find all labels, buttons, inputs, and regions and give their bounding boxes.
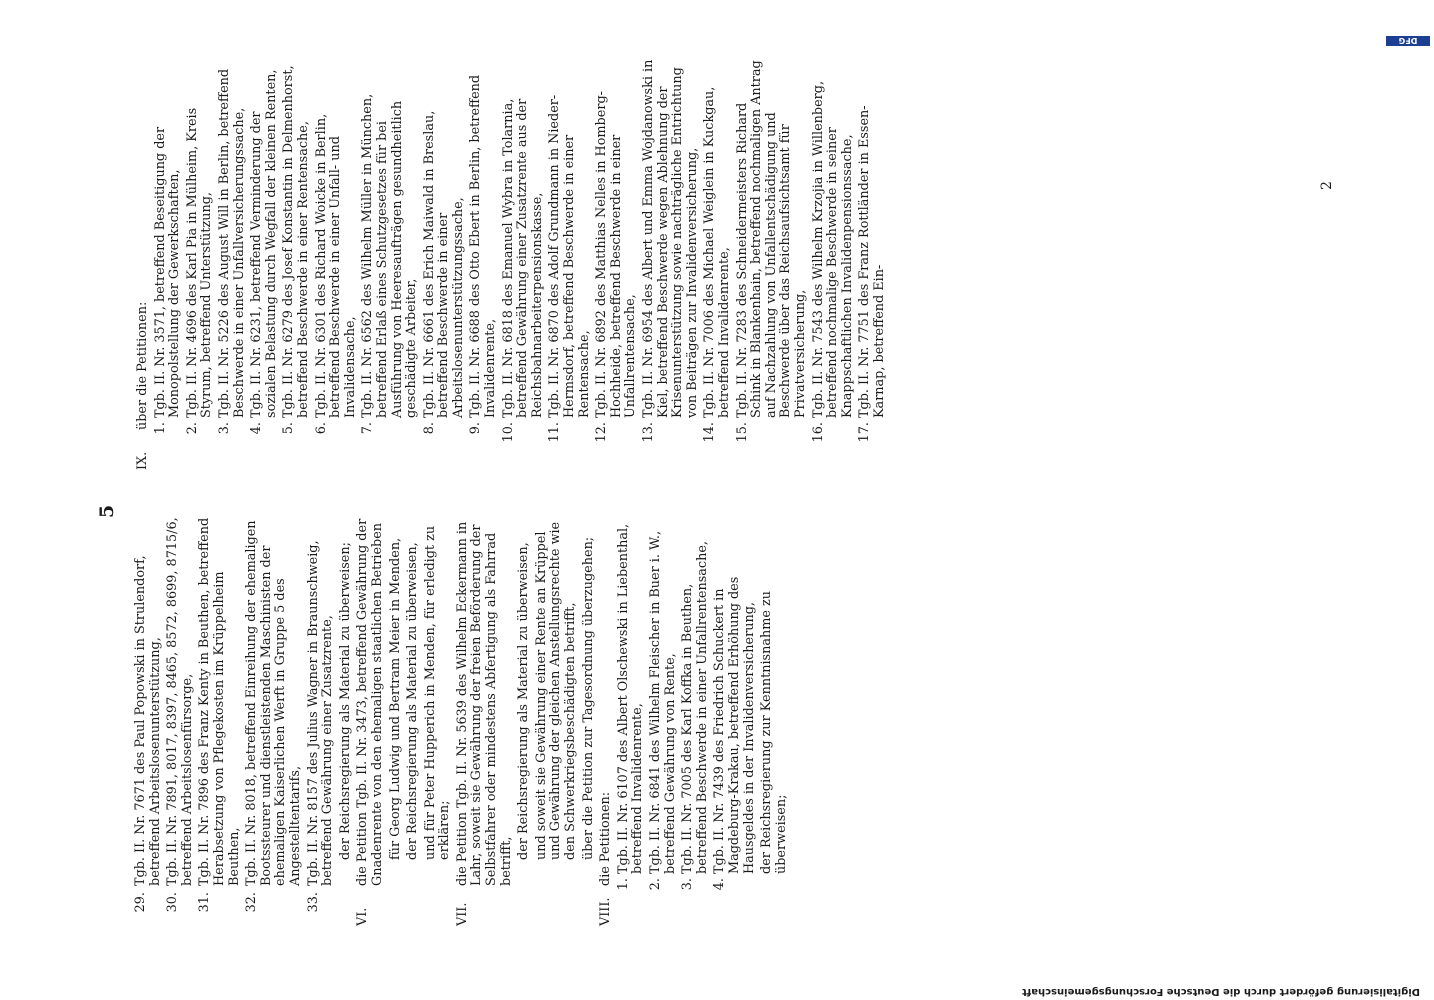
entry-number: 31. [197,892,213,913]
entry-text: Tgb. II. Nr. 8157 des Julius Wagner in Braunschweig, betreffend Gewährung einer Zusatzrente, [305,540,336,886]
entry-number: 30. [165,892,181,913]
entry-text: Tgb. II. Nr. 6231, betreffend Verminderung der sozialen Belastung durch Wegfall der kleinen Renten, [249,69,279,418]
entry-number: 11. [547,422,563,443]
entry-text: die Petition Tgb. II. Nr. 5639 des Wilhelm Eckermann in Lahr, soweit sie Gewährung der freien Beförderung der Selbstfahrer oder mindestens Abfertigung als Fahrrad betrifft, [454,521,514,886]
petition-entry [198,514,242,926]
entry-number: VII. [454,902,470,926]
resolution-text: und soweit sie Gewährung einer Rente an Krüppel und Gewährung der gleichen Anstellungsrechte wie den Schwerkriegsbeschädigten betrifft, [533,521,579,860]
petition-entry [186,58,215,470]
entry-text: Tgb. II. Nr. 7006 des Michael Weiglein in Kuckgau, betreffend Invalidenrente, [702,86,732,418]
entry-text: Tgb. II. Nr. 7283 des Schneidermeisters Richard Schink in Blankenhain, betreffend nochmaligen Antrag auf Nachzahlung von Unfallentschädigung und Beschwerde über das Reichsaufsichtsamt für Privatversicherung, [734,60,808,418]
entry-number: 4. [712,878,728,891]
entry-text: Tgb. II. Nr. 6870 des Adolf Grundmann in Nieder-Hermsdorf, betreffend Beschwerde in einer Rentensache, [547,94,592,418]
entry-text: Tgb. II. Nr. 7751 des Franz Rottländer in Essen-Karnap, betreffend Ein- [857,105,887,418]
petition-entry [166,514,195,926]
petition-entry [315,58,359,470]
entry-number: 7. [360,422,376,435]
entry-text: Tgb. II. Nr. 6688 des Otto Ebert in Berlin, betreffend Invalidenrente, [468,74,499,418]
petition-entry [502,58,546,470]
entry-number: 32. [244,892,260,913]
entry-text: Tgb. II. Nr. 6107 des Albert Olschewski in Liebenthal, betreffend Invalidenrente, [615,523,646,874]
resolution-text: der Reichsregierung zur Kenntnisnahme zu überweisen; [759,591,789,874]
petition-entry [469,58,498,470]
entry-number: 10. [500,422,516,443]
entry-number: 1. [152,422,168,435]
entry-number: 6. [313,422,329,435]
entry-text: die Petitionen: [598,791,614,886]
entry-text: Tgb. II. Nr. 5226 des August Will in Berlin, betreffend Beschwerde in einer Unfallversicherungssache, [216,68,247,418]
petition-entry [642,58,700,470]
right-column [134,58,891,470]
dfg-logo-text: DFG [1398,36,1418,45]
digitization-credit: Digitalisierung gefördert durch die Deutsche Forschungsgemeinschaft [1022,986,1420,997]
entry-text: Tgb. II. Nr. 6562 des Wilhelm Müller in München, betreffend Erlaß eines Schutzgesetzes für bei Ausführung von Heeresaufträgen gesundheitlich geschädigte Arbeiter, [360,93,420,418]
entry-number: 14. [702,422,718,443]
petition-entry [617,514,646,926]
entry-number: IX. [135,451,150,470]
left-column [134,514,792,926]
entry-number: 8. [421,422,437,435]
entry-number: 4. [249,422,265,435]
section-heading [136,58,151,470]
entry-text: die Petition Tgb. II. Nr. 3473, betreffend Gewährung der Gnadenrente von den ehemaligen staatlichen Betrieben [355,518,385,886]
petition-entry [713,514,757,926]
entry-text: Tgb. II. Nr. 6841 des Wilhelm Fleischer in Buer i. W., betreffend Gewährung von Rente, [648,530,678,874]
petition-entry [218,58,247,470]
entry-text: Tgb. II. Nr. 7891, 8017, 8397, 8465, 8572, 8699, 8715/6, betreffend Arbeitslosenfürsorge, [165,517,195,886]
petition-entry [595,58,639,470]
section-heading [356,514,385,926]
entry-number: 13. [641,422,656,443]
entry-number: 2. [184,422,200,435]
page-number: 5 [96,504,118,518]
section-heading [456,514,514,926]
entry-number: 3. [216,422,232,435]
entry-number: 3. [680,878,696,891]
entry-text: Tgb. II. Nr. 7439 des Friedrich Schuckert in Magdeburg-Krakau, betreffend Erhöhung des Hausgeldes in der Invalidenversicherung, [712,576,757,874]
petition-entry [423,58,467,470]
petition-entry [681,514,710,926]
entry-text: Tgb. II. Nr. 3571, betreffend Beseitigung der Monopolstellung der Gewerkschaften, [152,126,183,418]
petition-entry [649,514,678,926]
resolution-text: für Georg Ludwig und Bertram Meier in Menden, [387,537,403,860]
entry-number: 15. [734,422,750,443]
petition-entry [134,514,163,926]
entry-text: Tgb. II. Nr. 6954 des Albert und Emma Wojdanowski in Kiel, betreffend Beschwerde wegen Ablehnung der Krisenunterstützung sowie nachträgliche Entrichtung von Beiträgen zur Invalidenversicherung, [641,59,700,418]
entry-number: 17. [857,422,873,443]
resolution-text: der Reichsregierung als Material zu überweisen, [516,542,532,860]
entry-text: Tgb. II. Nr. 8018, betreffend Einreihung der ehemaligen Bootssteurer und dienstleistenden Maschinisten der ehemaligen Kaiserlichen Werft in Gruppe 5 des Angestelltentarifs, [244,520,303,886]
petition-entry [703,58,732,470]
entry-text: Tgb. II. Nr. 6661 des Erich Maiwald in Breslau, betreffend Beschwerde in einer Arbeitslosenunterstützungssache, [421,110,466,418]
dfg-logo-icon [1386,36,1430,46]
entry-text: Tgb. II. Nr. 6279 des Josef Konstantin in Delmenhorst, betreffend Beschwerde in einer Rentensache, [281,65,311,418]
entry-number: 5. [281,422,297,435]
entry-text: Tgb. II. Nr. 4696 des Karl Pia in Mülheim, Kreis Styrum, betreffend Unterstützung, [184,107,215,418]
petition-entry [361,58,419,470]
entry-text: Tgb. II. Nr. 6301 des Richard Woicke in Berlin, betreffend Beschwerde in einer Unfall- und Invalidensache, [313,113,358,418]
entry-number: 16. [810,422,826,443]
entry-number: VIII. [598,897,614,926]
petition-entry [548,58,592,470]
entry-number: 9. [468,422,484,435]
entry-text: Tgb. II. Nr. 6818 des Emanuel Wybra in Tolarnia, betreffend Gewährung einer Zusatzrente aus der Reichsbahnarbeiterpensionskasse, [500,98,545,418]
entry-text: Tgb. II. Nr. 7005 des Karl Koffka in Beuthen, betreffend Beschwerde in einer Unfallrentensache, [680,541,710,874]
entry-number: 2. [648,878,663,891]
resolution-text: und für Peter Hupperich in Menden, für erledigt zu erklären; [422,525,453,860]
entry-number: 29. [133,892,148,913]
resolution-text: über die Petition zur Tagesordnung überzugehen; [580,536,596,860]
entry-text: Tgb. II. Nr. 6892 des Matthias Nelles in Homberg-Hochheide, betreffend Beschwerde in einer Unfallrentensache, [594,91,639,418]
entry-text: Tgb. II. Nr. 7671 des Paul Popowski in Strulendorf, betreffend Arbeitslosenunterstützung, [133,555,163,886]
entry-number: 33. [305,892,321,913]
petition-entry [307,514,336,926]
petition-entry [812,58,856,470]
signature-number: 2 [1319,181,1335,190]
petition-entry [858,58,887,470]
petition-entry [250,58,279,470]
entry-text: Tgb. II. Nr. 7896 des Franz Kenty in Beuthen, betreffend Herabsetzung von Pflegekosten im Krüppelheim Beuthen, [197,517,242,886]
petition-entry [282,58,311,470]
entry-number: VI. [355,907,371,926]
petition-entry [154,58,183,470]
resolution-text: der Reichsregierung als Material zu überweisen; [337,542,353,860]
entry-number: 1. [615,878,631,891]
entry-text: Tgb. II. Nr. 7543 des Wilhelm Krzojia in Willenberg, betreffend nochmalige Beschwerde in seiner Knappschaftlichen Invalidenpensionssache, [810,80,855,418]
section-heading [599,514,614,926]
petition-entry [736,58,809,470]
entry-text: über die Petitionen: [135,301,150,430]
resolution-text: der Reichsregierung als Material zu überweisen, [405,542,421,860]
petition-entry [245,514,303,926]
entry-number: 12. [594,422,610,443]
